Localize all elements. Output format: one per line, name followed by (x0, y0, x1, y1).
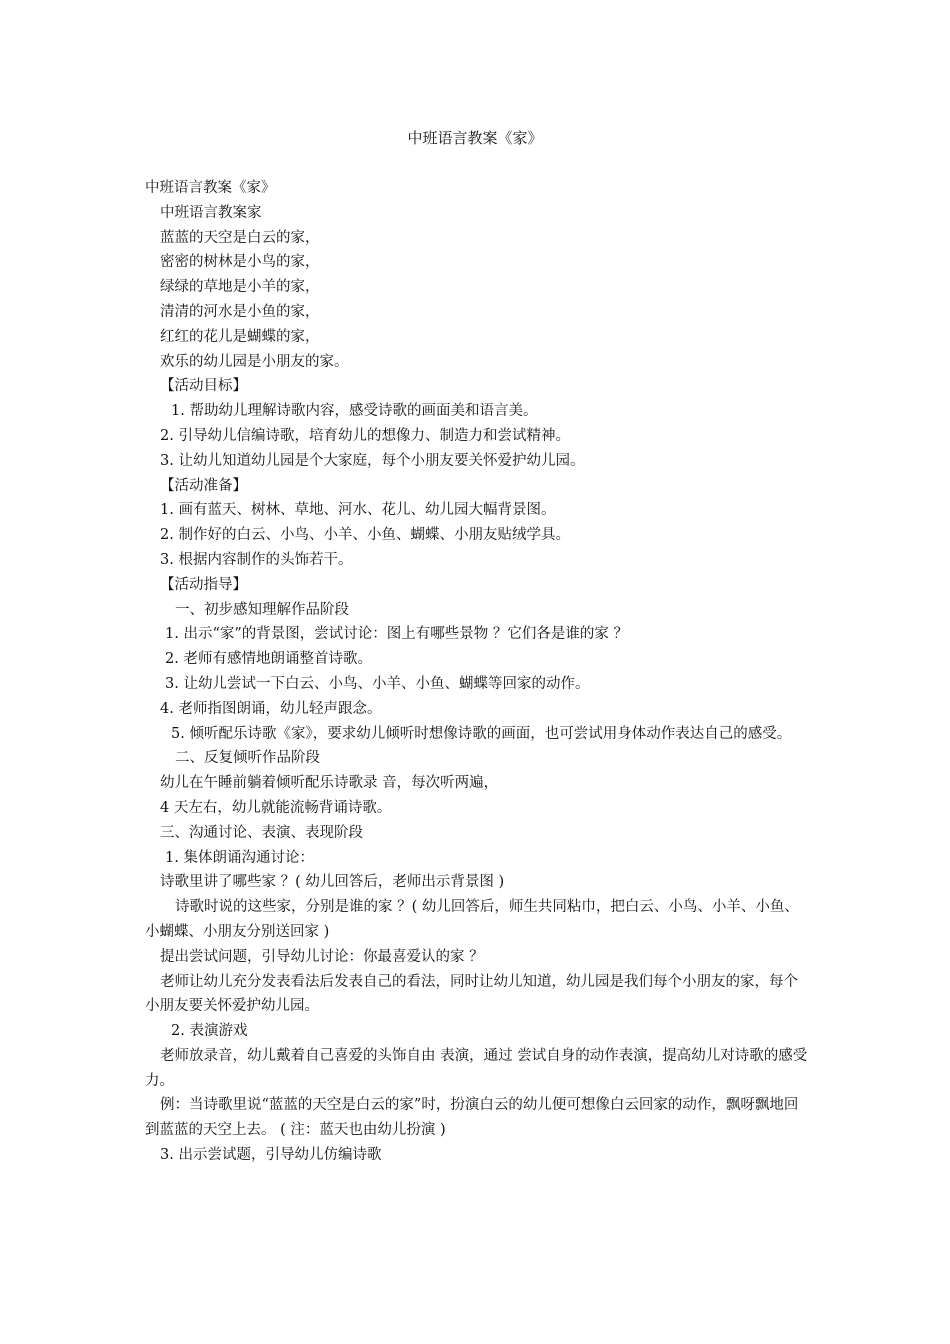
document-line: 幼儿在午睡前躺着倾听配乐诗歌录 音，每次听两遍， (160, 775, 499, 792)
document-line: 老师放录音，幼儿戴着自己喜爱的头饰自由 表演，通过 尝试自身的动作表演，提高幼儿对诗歌的感受力。 (145, 1047, 808, 1089)
document-line: 红红的花儿是蝴蝶的家， (160, 328, 320, 345)
document-line: 例：当诗歌里说“蓝蓝的天空是白云的家”时，扮演白云的幼儿便可想像白云回家的动作，飘呀飘地回到蓝蓝的天空上去。 ( 注：蓝天也由幼儿扮演 ) (145, 1097, 799, 1139)
document-line: 一、初步感知理解作品阶段 (175, 601, 349, 618)
document-line: 蓝蓝的天空是白云的家， (160, 229, 320, 246)
document-line: 2. 引导幼儿信编诗歌，培育幼儿的想像力、制造力和尝试精神。 (160, 427, 570, 444)
document-line: 3. 出示尝试题，引导幼儿仿编诗歌 (160, 1147, 382, 1164)
document-body (145, 176, 810, 1168)
document-line: 4. 老师指图朗诵，幼儿轻声跟念。 (160, 700, 382, 717)
document-line: 诗歌时说的这些家，分别是谁的家 ？( 幼儿回答后，师生共同粘巾，把白云、小鸟、小羊、小鱼、小蝴蝶、小朋友分别送回家 ) (145, 899, 799, 940)
document-line: 密密的树林是小鸟的家， (160, 254, 320, 271)
document-line: 中班语言教案《家》 (145, 180, 276, 196)
document-line: 三、沟通讨论、表演、表现阶段 (160, 824, 363, 841)
document-line: 【活动指导】 (160, 576, 247, 593)
document-title: 中班语言教案《家》 (407, 129, 543, 147)
document-line: 5. 倾听配乐诗歌《家》，要求幼儿倾听时想像诗歌的画面，也可尝试用身体动作表达自己的感受。 (171, 725, 792, 742)
document-line: 诗歌里讲了哪些家 ？( 幼儿回答后，老师出示背景图 ) (160, 874, 505, 891)
document-line: 中班语言教案家 (160, 204, 262, 221)
document-line: 绿绿的草地是小羊的家， (160, 279, 320, 296)
document-line: 【活动目标】 (160, 378, 247, 395)
document-line: 1. 帮助幼儿理解诗歌内容，感受诗歌的画面美和语言美。 (171, 403, 538, 420)
document-line: 1. 画有蓝天、树林、草地、河水、花儿、幼儿园大幅背景图。 (160, 502, 556, 519)
document-line: 3. 根据内容制作的头饰若干。 (160, 551, 353, 568)
document-line: 1. 集体朗诵沟通讨论： (165, 849, 314, 866)
document-line: 老师让幼儿充分发表看法后发表自己的看法，同时让幼儿知道，幼儿园是我们每个小朋友的家，每个小朋友要关怀爱护幼儿园。 (145, 973, 798, 1015)
document-line: 2. 表演游戏 (171, 1023, 248, 1040)
document-line: 提出尝试问题，引导幼儿讨论：你最喜爱认的家 ？ (160, 948, 484, 965)
document-line: 4 天左右，幼儿就能流畅背诵诗歌。 (160, 799, 392, 816)
document-line: 【活动准备】 (160, 477, 247, 494)
document-line: 3. 让幼儿尝试一下白云、小鸟、小羊、小鱼、蝴蝶等回家的动作。 (165, 675, 590, 692)
document-line: 1. 出示“家”的背景图，尝试讨论：图上有哪些景物 ？它们各是谁的家 ？ (165, 626, 628, 643)
document-line: 2. 制作好的白云、小鸟、小羊、小鱼、蝴蝶、小朋友贴绒学具。 (160, 527, 570, 544)
document-line: 二、反复倾听作品阶段 (175, 750, 320, 767)
document-line: 清清的河水是小鱼的家， (160, 303, 320, 320)
document-line: 3. 让幼儿知道幼儿园是个大家庭，每个小朋友要关怀爱护幼儿园。 (160, 452, 585, 469)
document-line: 2. 老师有感情地朗诵整首诗歌。 (165, 651, 372, 668)
document-line: 欢乐的幼儿园是小朋友的家。 (160, 353, 349, 370)
